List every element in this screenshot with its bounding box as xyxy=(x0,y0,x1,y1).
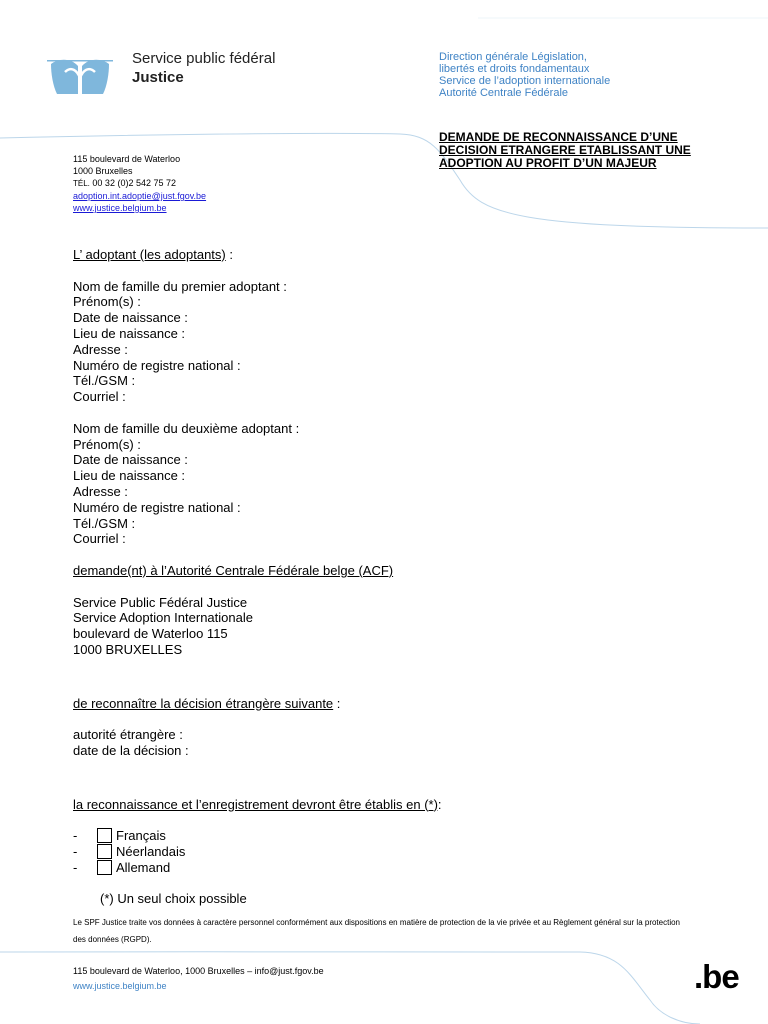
option-label: Néerlandais xyxy=(116,843,186,859)
field-label: date de la décision : xyxy=(73,742,189,758)
checkbox-german[interactable] xyxy=(97,860,112,875)
option-label: Allemand xyxy=(116,859,171,875)
list-dash: - xyxy=(73,859,78,875)
form-body xyxy=(73,247,713,907)
field-label: Nom de famille du deuxième adoptant : xyxy=(73,420,300,436)
list-dash: - xyxy=(73,843,78,859)
acf-address-line: Service Adoption Internationale xyxy=(73,610,253,626)
acf-address-line: 1000 BRUXELLES xyxy=(73,641,183,657)
option-label: Français xyxy=(116,828,166,844)
choice-note: (*) Un seul choix possible xyxy=(100,891,247,907)
field-label: Tél./GSM : xyxy=(73,515,136,531)
field-label: Nom de famille du premier adoptant : xyxy=(73,278,287,294)
field-label: Adresse : xyxy=(73,483,128,499)
phone-label: TÉL. xyxy=(73,179,90,188)
logo-line-1: Service public fédéral xyxy=(132,50,276,67)
acf-address-line: boulevard de Waterloo 115 xyxy=(73,626,228,642)
field-label: autorité étrangère : xyxy=(73,727,183,743)
website-link[interactable]: www.justice.belgium.be xyxy=(73,203,167,213)
field-label: Lieu de naissance : xyxy=(73,468,186,484)
justice-logo-icon xyxy=(47,50,113,96)
field-label: Date de naissance : xyxy=(73,452,188,468)
language-option-french xyxy=(73,828,713,844)
dept-line: Direction générale Législation, xyxy=(439,51,587,63)
department-block xyxy=(439,51,610,99)
address-city: 1000 Bruxelles xyxy=(73,166,133,176)
footer-address: 115 boulevard de Waterloo, 1000 Bruxelles – info@just.fgov.be xyxy=(73,966,324,976)
field-label: Numéro de registre national : xyxy=(73,499,241,515)
dept-line: Autorité Centrale Fédérale xyxy=(439,87,569,99)
field-label: Courriel : xyxy=(73,531,126,547)
recognize-heading: de reconnaître la décision étrangère suivante : xyxy=(73,695,341,711)
sender-address xyxy=(73,153,206,214)
logo-text xyxy=(132,49,275,87)
address-phone xyxy=(73,177,206,190)
field-label: Date de naissance : xyxy=(73,310,188,326)
be-logo: .be xyxy=(694,958,739,995)
checkbox-french[interactable] xyxy=(97,828,112,843)
footer xyxy=(73,964,324,994)
privacy-notice: Le SPF Justice traite vos données à caractère personnel conformément aux dispositions en matière de protection de la vie privée et au Règlement général sur la protection des données (RGPD). xyxy=(73,918,681,944)
field-label: Adresse : xyxy=(73,341,128,357)
field-label: Prénom(s) : xyxy=(73,294,141,310)
title-line: ADOPTION AU PROFIT D’UN MAJEUR xyxy=(439,156,657,170)
field-label: Prénom(s) : xyxy=(73,436,141,452)
dept-line: Service de l’adoption internationale xyxy=(439,75,611,87)
address-street: 115 boulevard de Waterloo xyxy=(73,154,181,164)
title-line: DECISION ETRANGERE ETABLISSANT UNE xyxy=(439,143,691,157)
acf-address-line: Service Public Fédéral Justice xyxy=(73,594,248,610)
language-option-german xyxy=(73,860,713,876)
language-option-dutch xyxy=(73,844,713,860)
adoptants-heading: L’ adoptant (les adoptants) : xyxy=(73,247,233,262)
justice-logo xyxy=(47,50,113,101)
checkbox-dutch[interactable] xyxy=(97,844,112,859)
title-line: DEMANDE DE RECONNAISSANCE D’UNE xyxy=(439,130,678,144)
field-label: Courriel : xyxy=(73,389,126,405)
footer-website-link[interactable]: www.justice.belgium.be xyxy=(73,981,167,991)
list-dash: - xyxy=(73,828,78,844)
language-heading: la reconnaissance et l’enregistrement devront être établis en (*): xyxy=(73,796,442,812)
phone-number: 00 32 (0)2 542 75 72 xyxy=(92,178,176,188)
request-heading: demande(nt) à l’Autorité Centrale Fédérale belge (ACF) xyxy=(73,562,394,578)
email-link[interactable]: adoption.int.adoptie@just.fgov.be xyxy=(73,191,207,201)
field-label: Lieu de naissance : xyxy=(73,325,186,341)
document-title xyxy=(439,131,691,170)
field-label: Numéro de registre national : xyxy=(73,357,241,373)
field-label: Tél./GSM : xyxy=(73,373,136,389)
logo-line-2: Justice xyxy=(132,69,184,86)
dept-line: libertés et droits fondamentaux xyxy=(439,63,590,75)
